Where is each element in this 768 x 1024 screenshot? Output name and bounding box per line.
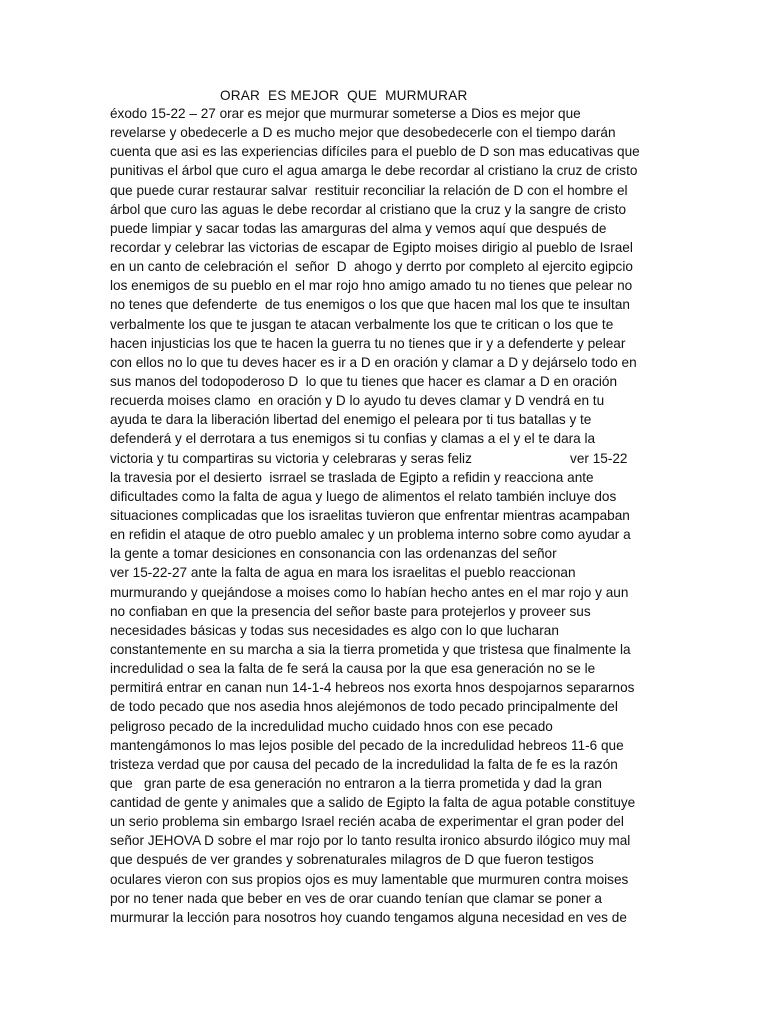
body-text-line: no confiaban en que la presencia del señor baste para protejerlos y proveer sus	[110, 603, 591, 619]
body-text-line: situaciones complicadas que los israelitas tuvieron que enfrentar mientras acampaban	[110, 507, 630, 523]
document-body	[110, 104, 670, 927]
body-text-line: en refidin el ataque de otro pueblo amalec y un problema interno sobre como ayudar a	[110, 527, 631, 543]
body-text-line: recordar y celebrar las victorias de escapar de Egipto moises dirigio al pueblo de Israel	[110, 239, 633, 255]
body-text-line: constantemente en su marcha a sia la tierra prometida y que tristesa que finalmente la	[110, 641, 631, 657]
body-text-line: un serio problema sin embargo Israel recién acaba de experimentar el gran poder del	[110, 814, 624, 830]
body-text-line: verbalmente los que te jusgan te atacan verbalmente los que te critican o los que te	[110, 316, 614, 332]
body-text-line: permitirá entrar en canan nun 14-1-4 hebreos nos exorta hnos despojarnos separarnos	[110, 680, 635, 696]
body-text-line: cantidad de gente y animales que a salido de Egipto la falta de agua potable constituye	[110, 795, 636, 811]
body-text-line: revelarse y obedecerle a D es mucho mejor que desobedecerle con el tiempo darán	[110, 125, 616, 141]
body-text-line: mantengámonos lo mas lejos posible del pecado de la incredulidad hebreos 11-6 que	[110, 737, 624, 753]
body-text-line: señor JEHOVA D sobre el mar rojo por lo tanto resulta ironico absurdo ilógico muy mal	[110, 833, 631, 849]
body-text-line: necesidades básicas y todas sus necesidades es algo con lo que lucharan	[110, 622, 559, 638]
body-text-line: éxodo 15-22 – 27 orar es mejor que murmurar someterse a Dios es mejor que	[110, 106, 581, 121]
document-title: ORAR ES MEJOR QUE MURMURAR	[220, 88, 468, 103]
body-text-line: peligroso pecado de la incredulidad mucho cuidado hnos con ese pecado	[110, 718, 553, 734]
body-text-line: que puede curar restaurar salvar restituir reconciliar la relación de D con el hombre el	[110, 182, 628, 198]
body-text-line: no tenes que defenderte de tus enemigos o los que que hacen mal los que te insultan	[110, 297, 630, 313]
body-text-line: victoria y tu compartiras su victoria y celebraras y seras feliz ver 15-22	[110, 450, 628, 466]
body-text-line: por no tener nada que beber en ves de orar cuando tenían que clamar se poner a	[110, 890, 602, 906]
body-text-line: la gente a tomar desiciones en consonancia con las ordenanzas del señor	[110, 546, 557, 562]
body-text-line: incredulidad o sea la falta de fe será la causa por la que esa generación no se le	[110, 661, 596, 677]
body-text-line: cuenta que asi es las experiencias difíciles para el pueblo de D son mas educativas que	[110, 144, 640, 160]
body-text-line: ver 15-22-27 ante la falta de agua en mara los israelitas el pueblo reaccionan	[110, 565, 576, 581]
body-text-line: dificultades como la falta de agua y luego de alimentos el relato también incluye dos	[110, 488, 617, 504]
body-text-line: sus manos del todopoderoso D lo que tu tienes que hacer es clamar a D en oración	[110, 373, 618, 389]
body-text-line: defenderá y el derrotara a tus enemigos si tu confias y clamas a el y el te dara la	[110, 431, 596, 447]
body-text-line: hacen injusticias los que te hacen la guerra tu no tienes que ir y a defenderte y pelear	[110, 335, 626, 351]
body-text-line: murmurando y quejándose a moises como lo habían hecho antes en el mar rojo y aun	[110, 584, 629, 600]
body-text-line: árbol que curo las aguas le debe recordar al cristiano que la cruz y la sangre de cristo	[110, 201, 627, 217]
body-text-line: puede limpiar y sacar todas las amarguras del alma y vemos aquí que después de	[110, 220, 607, 236]
body-text-line: que gran parte de esa generación no entraron a la tierra prometida y dad la gran	[110, 775, 602, 791]
body-text-line: punitivas el árbol que curo el agua amarga le debe recordar al cristiano la cruz de cristo	[110, 163, 638, 179]
body-text-line: tristeza verdad que por causa del pecado de la incredulidad la falta de fe es la razón	[110, 756, 618, 772]
body-text-line: ayuda te dara la liberación libertad del enemigo el peleara por ti tus batallas y te	[110, 412, 592, 428]
body-text-line: en un canto de celebración el señor D ahogo y derrto por completo al ejercito egipcio	[110, 259, 633, 275]
body-text-line: los enemigos de su pueblo en el mar rojo hno amigo amado tu no tienes que pelear no	[110, 278, 633, 294]
body-text-line: que después de ver grandes y sobrenaturales milagros de D que fueron testigos	[110, 852, 594, 868]
body-text-line: la travesia por el desierto isrrael se traslada de Egipto a refidin y reacciona ante	[110, 469, 594, 485]
body-text-line: de todo pecado que nos asedia hnos alejémonos de todo pecado principalmente del	[110, 699, 618, 715]
body-text-line: recuerda moises clamo en oración y D lo ayudo tu deves clamar y D vendrá en tu	[110, 393, 605, 409]
body-text-line: con ellos no lo que tu deves hacer es ir a D en oración y clamar a D y dejárselo todo en	[110, 354, 637, 370]
body-text-line: murmurar la lección para nosotros hoy cuando tengamos alguna necesidad en ves de	[110, 909, 627, 925]
body-text-line: oculares vieron con sus propios ojos es muy lamentable que murmuren contra moises	[110, 871, 629, 887]
